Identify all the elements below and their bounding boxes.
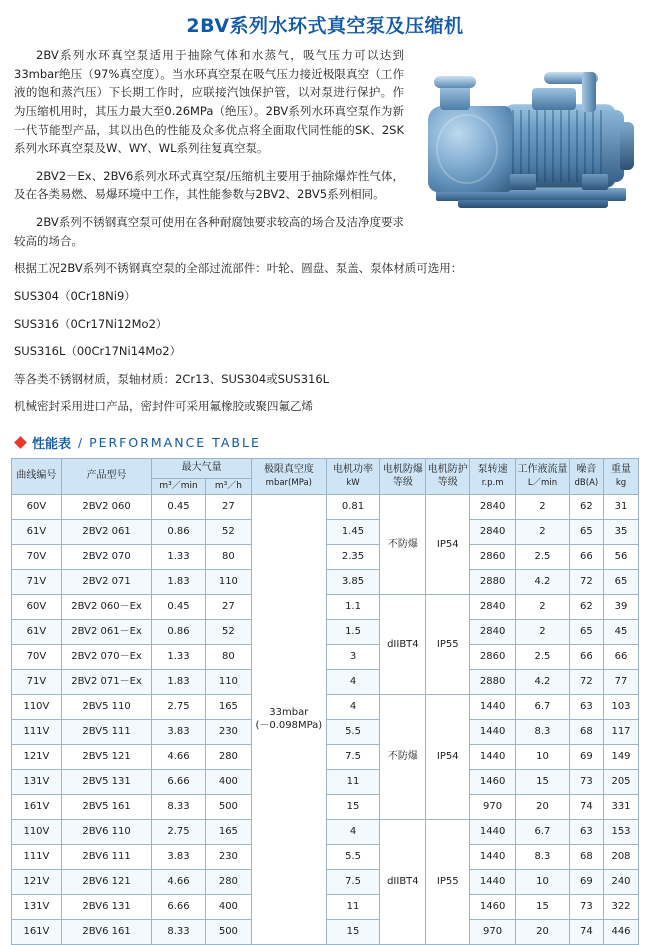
- cell-curve: 71V: [12, 670, 62, 695]
- cell-model: 2BV2 061: [61, 520, 151, 545]
- cell-curve: 121V: [12, 870, 62, 895]
- th-ultimate-unit: mbar(MPa): [265, 477, 312, 488]
- section-title-en: PERFORMANCE TABLE: [89, 435, 261, 450]
- cell-liquid: 2: [516, 520, 570, 545]
- cell-ex-grade: dIIBT4: [380, 595, 426, 695]
- cell-m3h: 500: [205, 920, 251, 945]
- th-liquid-label: 工作液流量: [517, 464, 568, 476]
- intro-paragraph-1: 2BV系列水环真空泵适用于抽除气体和水蒸气，吸气压力可以达到33mbar绝压（97%真空度）。当水环真空泵在吸气压力接近极限真空（工作液的饱和蒸汽压）下长期工作时，应联接汽蚀保护管，以对泵进行保护。作为压缩机用时，其压力最大至0.26MPa（绝压）。2BV系列水环真空泵作为新一代节能型产品，其以出色的性能及众多优点将全面取代同性能的SK、2SK系列水环真空泵及W、WY、WL系列往复真空泵。: [14, 48, 404, 156]
- cell-liquid: 15: [516, 895, 570, 920]
- th-ex-grade: 电机防爆等级: [380, 459, 426, 495]
- cell-weight: 56: [604, 545, 639, 570]
- th-model: 产品型号: [61, 459, 151, 495]
- cell-m3min: 6.66: [152, 895, 206, 920]
- cell-power: 5.5: [326, 845, 380, 870]
- cell-model: 2BV6 110: [61, 820, 151, 845]
- cell-m3h: 110: [205, 570, 251, 595]
- cell-m3h: 52: [205, 620, 251, 645]
- th-weight: [604, 459, 639, 495]
- cell-model: 2BV5 121: [61, 745, 151, 770]
- cell-weight: 45: [604, 620, 639, 645]
- cell-weight: 103: [604, 695, 639, 720]
- th-ultimate-vacuum: [251, 459, 326, 495]
- cell-speed: 1440: [470, 845, 516, 870]
- cell-m3h: 52: [205, 520, 251, 545]
- diamond-bullet-icon: [14, 436, 27, 449]
- cell-m3min: 6.66: [152, 770, 206, 795]
- cell-power: 4: [326, 670, 380, 695]
- cell-noise: 68: [569, 845, 603, 870]
- cell-model: 2BV2 070－Ex: [61, 645, 151, 670]
- cell-speed: 2880: [470, 570, 516, 595]
- cell-curve: 131V: [12, 895, 62, 920]
- intro-material-3: SUS316L（00Cr17Ni14Mo2）: [14, 344, 182, 359]
- cell-m3min: 0.45: [152, 595, 206, 620]
- performance-table-wrap: [0, 458, 650, 945]
- cell-m3h: 280: [205, 870, 251, 895]
- table-row: [12, 495, 639, 520]
- cell-speed: 970: [470, 795, 516, 820]
- cell-noise: 65: [569, 620, 603, 645]
- ultimate-value-mbar: 33mbar: [269, 707, 309, 719]
- cell-liquid: 15: [516, 770, 570, 795]
- cell-power: 4: [326, 695, 380, 720]
- cell-liquid: 2: [516, 595, 570, 620]
- cell-speed: 970: [470, 920, 516, 945]
- cell-power: 2.35: [326, 545, 380, 570]
- cell-noise: 72: [569, 670, 603, 695]
- cell-m3h: 500: [205, 795, 251, 820]
- cell-m3h: 165: [205, 820, 251, 845]
- cell-m3h: 80: [205, 545, 251, 570]
- pump-head-disc: [436, 114, 498, 184]
- pump-base-lower: [458, 200, 608, 208]
- cell-ip-grade: IP55: [426, 595, 470, 695]
- cell-power: 4: [326, 820, 380, 845]
- cell-weight: 39: [604, 595, 639, 620]
- intro-paragraph-3: 2BV系列不锈钢真空泵可使用在各种耐腐蚀要求较高的场合及洁净度要求较高的场合。: [14, 215, 404, 248]
- cell-m3min: 0.86: [152, 620, 206, 645]
- terminal-box: [532, 88, 576, 110]
- intro-full-column: [14, 259, 642, 416]
- cell-ex-grade: 不防爆: [380, 695, 426, 820]
- cell-liquid: 2.5: [516, 545, 570, 570]
- motor-foot-left: [510, 174, 536, 190]
- cell-curve: 111V: [12, 845, 62, 870]
- cell-liquid: 6.7: [516, 695, 570, 720]
- cell-m3min: 3.83: [152, 845, 206, 870]
- pump-illustration: [406, 48, 646, 228]
- cell-noise: 66: [569, 645, 603, 670]
- cell-liquid: 20: [516, 920, 570, 945]
- intro-material-2: SUS316（0Cr17Ni12Mo2）: [14, 316, 168, 331]
- cell-curve: 61V: [12, 520, 62, 545]
- cell-curve: 60V: [12, 595, 62, 620]
- cell-noise: 65: [569, 520, 603, 545]
- cell-noise: 69: [569, 745, 603, 770]
- cell-m3h: 80: [205, 645, 251, 670]
- cell-m3h: 400: [205, 895, 251, 920]
- intro-section: [0, 46, 650, 416]
- intro-paragraph-4: 根据工况2BV系列不锈钢真空泵的全部过流部件：叶轮、圆盘、泵盖、泵体材质可选用：: [14, 261, 463, 276]
- cell-liquid: 4.2: [516, 670, 570, 695]
- cell-model: 2BV2 060－Ex: [61, 595, 151, 620]
- th-curve-no: 曲线编号: [12, 459, 62, 495]
- cell-noise: 68: [569, 720, 603, 745]
- cell-power: 1.1: [326, 595, 380, 620]
- cell-liquid: 10: [516, 870, 570, 895]
- motor-foot-right: [582, 174, 608, 190]
- cell-model: 2BV2 060: [61, 495, 151, 520]
- cell-power: 5.5: [326, 720, 380, 745]
- th-weight-label: 重量: [611, 464, 631, 476]
- cell-m3h: 110: [205, 670, 251, 695]
- cell-noise: 63: [569, 820, 603, 845]
- cell-m3min: 2.75: [152, 820, 206, 845]
- cell-liquid: 4.2: [516, 570, 570, 595]
- cell-speed: 2840: [470, 495, 516, 520]
- cell-curve: 60V: [12, 495, 62, 520]
- cell-power: 0.81: [326, 495, 380, 520]
- cell-m3min: 0.45: [152, 495, 206, 520]
- cell-weight: 331: [604, 795, 639, 820]
- th-noise-label: 噪音: [576, 464, 597, 476]
- cell-model: 2BV6 121: [61, 870, 151, 895]
- cell-model: 2BV5 161: [61, 795, 151, 820]
- cell-weight: 446: [604, 920, 639, 945]
- cell-curve: 161V: [12, 795, 62, 820]
- cell-noise: 69: [569, 870, 603, 895]
- th-ultimate-label: 极限真空度: [263, 464, 314, 476]
- cell-noise: 73: [569, 895, 603, 920]
- cell-power: 1.5: [326, 620, 380, 645]
- cell-curve: 110V: [12, 695, 62, 720]
- cell-speed: 1460: [470, 770, 516, 795]
- th-speed-label: 泵转速: [477, 464, 508, 476]
- cell-m3h: 230: [205, 720, 251, 745]
- cell-ex-grade: 不防爆: [380, 495, 426, 595]
- th-max-air-unit-2: m³／h: [205, 479, 251, 495]
- cell-m3min: 3.83: [152, 720, 206, 745]
- cell-weight: 208: [604, 845, 639, 870]
- th-max-air: 最大气量: [152, 459, 252, 479]
- cell-power: 3: [326, 645, 380, 670]
- cell-liquid: 2: [516, 620, 570, 645]
- cell-noise: 72: [569, 570, 603, 595]
- cell-m3min: 1.33: [152, 645, 206, 670]
- cell-weight: 31: [604, 495, 639, 520]
- cell-model: 2BV2 070: [61, 545, 151, 570]
- cell-curve: 70V: [12, 645, 62, 670]
- cell-noise: 62: [569, 595, 603, 620]
- cell-m3min: 0.86: [152, 520, 206, 545]
- th-liquid-unit: L／min: [527, 477, 558, 488]
- cell-ip-grade: IP54: [426, 495, 470, 595]
- cell-model: 2BV6 131: [61, 895, 151, 920]
- performance-table: [11, 458, 639, 945]
- cell-weight: 117: [604, 720, 639, 745]
- cell-speed: 2860: [470, 645, 516, 670]
- cell-liquid: 8.3: [516, 720, 570, 745]
- th-power-label: 电机功率: [333, 464, 374, 476]
- intro-paragraph-2: 2BV2－Ex、2BV6系列水环式真空泵/压缩机主要用于抽除爆炸性气体，及在各类易燃、易爆环境中工作，其性能参数与2BV2、2BV5系列相同。: [14, 168, 404, 202]
- cell-weight: 77: [604, 670, 639, 695]
- cell-power: 7.5: [326, 870, 380, 895]
- cell-speed: 2880: [470, 670, 516, 695]
- cell-m3min: 4.66: [152, 745, 206, 770]
- cell-power: 11: [326, 770, 380, 795]
- section-title-separator: /: [78, 435, 83, 450]
- performance-section-heading: [0, 425, 650, 458]
- th-ip-grade: 电机防护等级: [426, 459, 470, 495]
- cell-ultimate-vacuum: [251, 495, 326, 945]
- cell-curve: 111V: [12, 720, 62, 745]
- cell-power: 11: [326, 895, 380, 920]
- cell-speed: 1440: [470, 820, 516, 845]
- cell-noise: 74: [569, 795, 603, 820]
- page-title: 2BV系列水环式真空泵及压缩机: [186, 15, 464, 37]
- cell-ip-grade: IP54: [426, 695, 470, 820]
- th-weight-unit: kg: [615, 477, 627, 488]
- cell-noise: 74: [569, 920, 603, 945]
- cell-ex-grade: dIIBT4: [380, 820, 426, 945]
- intro-left-column: [14, 46, 404, 250]
- cell-speed: 1440: [470, 745, 516, 770]
- cell-m3h: 230: [205, 845, 251, 870]
- cell-speed: 2860: [470, 545, 516, 570]
- cell-speed: 2840: [470, 520, 516, 545]
- cell-m3min: 2.75: [152, 695, 206, 720]
- cell-model: 2BV5 111: [61, 720, 151, 745]
- cell-power: 3.85: [326, 570, 380, 595]
- cell-weight: 322: [604, 895, 639, 920]
- th-speed: [470, 459, 516, 495]
- cell-m3min: 1.83: [152, 670, 206, 695]
- cell-weight: 205: [604, 770, 639, 795]
- intro-material-1: SUS304（0Cr18Ni9）: [14, 288, 136, 303]
- discharge-pipe-elbow: [582, 72, 596, 112]
- cell-ip-grade: IP55: [426, 820, 470, 945]
- cell-model: 2BV6 161: [61, 920, 151, 945]
- motor-fan-cover: [620, 122, 634, 170]
- cell-model: 2BV2 071－Ex: [61, 670, 151, 695]
- cell-noise: 73: [569, 770, 603, 795]
- cell-m3min: 8.33: [152, 920, 206, 945]
- cell-speed: 2840: [470, 620, 516, 645]
- cell-weight: 66: [604, 645, 639, 670]
- cell-power: 15: [326, 795, 380, 820]
- cell-noise: 66: [569, 545, 603, 570]
- cell-model: 2BV6 111: [61, 845, 151, 870]
- th-liquid-flow: [516, 459, 570, 495]
- cell-noise: 63: [569, 695, 603, 720]
- cell-weight: 65: [604, 570, 639, 595]
- cell-model: 2BV2 061－Ex: [61, 620, 151, 645]
- cell-curve: 121V: [12, 745, 62, 770]
- section-title-cn: 性能表: [32, 437, 72, 452]
- cell-weight: 240: [604, 870, 639, 895]
- cell-liquid: 2: [516, 495, 570, 520]
- th-noise-unit: dB(A): [574, 477, 599, 488]
- cell-speed: 1460: [470, 895, 516, 920]
- th-power: [326, 459, 380, 495]
- cell-m3min: 4.66: [152, 870, 206, 895]
- cell-m3h: 165: [205, 695, 251, 720]
- intro-paragraph-9: 机械密封采用进口产品，密封件可采用氟橡胶或聚四氟乙烯: [14, 399, 313, 414]
- cell-curve: 161V: [12, 920, 62, 945]
- suction-flange-ring: [434, 76, 476, 88]
- cell-m3h: 27: [205, 495, 251, 520]
- ultimate-value-mpa: (－0.098MPa): [255, 719, 323, 731]
- performance-table-body: [12, 495, 639, 945]
- cell-speed: 1440: [470, 870, 516, 895]
- cell-liquid: 20: [516, 795, 570, 820]
- cell-liquid: 8.3: [516, 845, 570, 870]
- cell-m3min: 8.33: [152, 795, 206, 820]
- cell-noise: 62: [569, 495, 603, 520]
- cell-speed: 2840: [470, 595, 516, 620]
- cell-model: 2BV2 071: [61, 570, 151, 595]
- intro-paragraph-8: 等各类不锈钢材质，泵轴材质：2Cr13、SUS304或SUS316L: [14, 371, 330, 386]
- cell-speed: 1440: [470, 695, 516, 720]
- cell-power: 1.45: [326, 520, 380, 545]
- cell-m3min: 1.83: [152, 570, 206, 595]
- cell-curve: 131V: [12, 770, 62, 795]
- cell-power: 7.5: [326, 745, 380, 770]
- cell-curve: 71V: [12, 570, 62, 595]
- th-max-air-unit-1: m³／min: [152, 479, 206, 495]
- cell-weight: 149: [604, 745, 639, 770]
- cell-m3h: 400: [205, 770, 251, 795]
- cell-m3h: 27: [205, 595, 251, 620]
- th-speed-unit: r.p.m: [481, 477, 504, 488]
- cell-curve: 70V: [12, 545, 62, 570]
- cell-m3min: 1.33: [152, 545, 206, 570]
- cell-weight: 35: [604, 520, 639, 545]
- cell-model: 2BV5 110: [61, 695, 151, 720]
- cell-liquid: 6.7: [516, 820, 570, 845]
- cell-speed: 1440: [470, 720, 516, 745]
- cell-model: 2BV5 131: [61, 770, 151, 795]
- th-power-unit: kW: [346, 477, 360, 488]
- cell-liquid: 10: [516, 745, 570, 770]
- cell-liquid: 2.5: [516, 645, 570, 670]
- cell-curve: 110V: [12, 820, 62, 845]
- cell-power: 15: [326, 920, 380, 945]
- cell-m3h: 280: [205, 745, 251, 770]
- th-noise: [569, 459, 603, 495]
- cell-weight: 153: [604, 820, 639, 845]
- cell-curve: 61V: [12, 620, 62, 645]
